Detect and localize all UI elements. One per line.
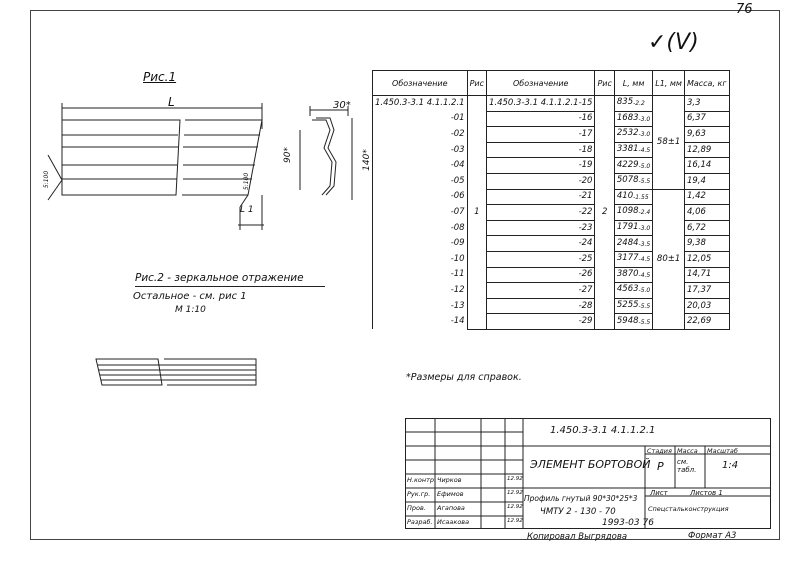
length-tolerance: -5.5	[638, 178, 651, 186]
length-tolerance: -1.55	[633, 193, 649, 201]
mass-value: 1,42	[684, 189, 729, 205]
fig2-drawing	[92, 357, 262, 387]
right-designation: -17	[487, 127, 595, 143]
tb-sheet-label: Лист	[650, 489, 668, 497]
right-designation: -20	[487, 173, 595, 189]
spec-row	[373, 96, 730, 112]
header-fig-1: Рис	[467, 71, 486, 96]
length-cell	[614, 142, 652, 158]
length-tolerance: -2.2	[633, 100, 645, 108]
length-value: 5078	[616, 175, 639, 186]
right-designation: -26	[487, 267, 595, 283]
length-cell	[614, 236, 652, 252]
left-designation: 1.450.3-3.1 4.1.1.2.1	[373, 96, 468, 112]
fig1-drawing	[40, 95, 280, 235]
tb-material-2: ЧМТУ 2 - 130 - 70	[540, 507, 616, 517]
header-mass: Масса, кг	[684, 71, 729, 96]
tb-stage-label: Стадия	[647, 447, 672, 455]
right-designation: -22	[487, 205, 595, 221]
right-designation: -24	[487, 236, 595, 252]
signature-role: Н.контр.	[407, 476, 437, 484]
length-value: 4563	[616, 284, 639, 295]
left-designation: -10	[373, 251, 468, 267]
right-designation: -16	[487, 111, 595, 127]
signature-name: Ефимов	[437, 490, 464, 498]
length-value: 410	[616, 190, 634, 201]
length-value: 1791	[616, 222, 639, 233]
left-designation: -13	[373, 298, 468, 314]
right-fig: 2	[595, 96, 614, 330]
archive-stamp: 1993-03 76	[602, 518, 654, 528]
spec-table	[372, 70, 730, 330]
length-tolerance: -5.5	[638, 318, 651, 326]
tb-mass: см. табл.	[677, 458, 697, 474]
header-L1: L1, мм	[653, 71, 685, 96]
length-cell	[614, 96, 652, 112]
signature-role: Разраб.	[407, 518, 433, 526]
left-designation: -01	[373, 111, 468, 127]
tb-material-1: Профиль гнутый 90*30*25*3	[524, 494, 638, 503]
left-designation: -08	[373, 220, 468, 236]
profile-left-dim: 90*	[282, 147, 293, 163]
header-fig-2: Рис	[595, 71, 614, 96]
length-tolerance: -3.0	[638, 225, 651, 233]
mass-value: 6,37	[684, 111, 729, 127]
right-designation: -23	[487, 220, 595, 236]
left-designation: -09	[373, 236, 468, 252]
header-designation-2: Обозначение	[487, 71, 595, 96]
length-value: 3177	[616, 253, 639, 264]
length-cell	[614, 314, 652, 330]
length-tolerance: -4.5	[638, 256, 651, 264]
mass-value: 16,14	[684, 158, 729, 174]
length-cell	[614, 127, 652, 143]
fig1-title: Рис.1	[143, 70, 177, 84]
length-tolerance: -3.0	[638, 115, 651, 123]
tb-stage: Р	[657, 460, 664, 473]
length-cell	[614, 111, 652, 127]
length-tolerance: -4.5	[638, 147, 651, 155]
left-designation: -07	[373, 205, 468, 221]
tb-designation: 1.450.3-3.1 4.1.1.2.1	[550, 425, 656, 436]
tb-mass-label: Масса	[677, 447, 698, 455]
mass-value: 22,69	[684, 314, 729, 330]
right-designation: -28	[487, 298, 595, 314]
mass-value: 3,3	[684, 96, 729, 112]
length-cell	[614, 283, 652, 299]
left-designation: -12	[373, 283, 468, 299]
fig1-length-label: L	[168, 95, 175, 109]
right-designation: -27	[487, 283, 595, 299]
length-tolerance: -3.0	[638, 131, 651, 139]
mass-value: 17,37	[684, 283, 729, 299]
tb-org: Спецстальконструкция	[648, 505, 729, 513]
left-designation: -04	[373, 158, 468, 174]
tb-scale: 1:4	[722, 460, 739, 471]
mass-value: 14,71	[684, 267, 729, 283]
right-designation: 1.450.3-3.1 4.1.1.2.1-15	[487, 96, 595, 112]
length-cell	[614, 158, 652, 174]
signature-name: Чирков	[437, 476, 462, 484]
length-cell	[614, 220, 652, 236]
mass-value: 9,38	[684, 236, 729, 252]
signature-role: Пров.	[407, 504, 426, 512]
length-value: 2532	[616, 128, 639, 139]
spec-row	[373, 189, 730, 205]
length-value: 835	[616, 97, 634, 108]
left-fig: 1	[467, 96, 486, 330]
fig2-title-underline	[135, 286, 325, 287]
mass-value: 12,05	[684, 251, 729, 267]
mass-value: 6,72	[684, 220, 729, 236]
length-value: 5255	[616, 300, 639, 311]
length-tolerance: -4.5	[638, 271, 651, 279]
left-designation: -05	[373, 173, 468, 189]
signature-date: 12.92	[507, 476, 523, 482]
footnote: *Размеры для справок.	[406, 372, 522, 383]
length-value: 1098	[616, 206, 639, 217]
copied-by: Копировал Выгрядова	[527, 532, 628, 542]
tb-name: ЭЛЕМЕНТ БОРТОВОЙ	[530, 458, 651, 471]
mass-value: 12,89	[684, 142, 729, 158]
tb-scale-label: Масштаб	[707, 447, 738, 455]
l1-group-1: 58±1	[653, 96, 685, 190]
fig1-right-slope: 5:100	[243, 172, 251, 191]
fig2-note: Остальное - см. рис 1	[133, 291, 247, 302]
l1-group-2: 80±1	[653, 189, 685, 329]
length-value: 2484	[616, 237, 639, 248]
signature-name: Агапова	[437, 504, 465, 512]
right-designation: -18	[487, 142, 595, 158]
length-cell	[614, 267, 652, 283]
tb-sheets-label: Листов 1	[690, 489, 723, 497]
length-tolerance: -5.0	[638, 162, 651, 170]
length-value: 3381	[616, 144, 639, 155]
length-tolerance: -5.5	[638, 303, 651, 311]
signature-name: Исаакова	[437, 518, 470, 526]
mass-value: 20,03	[684, 298, 729, 314]
revision-mark: ✓(V)	[648, 30, 699, 55]
fig1-l1-label: L 1	[240, 205, 254, 215]
header-designation-1: Обозначение	[373, 71, 468, 96]
right-designation: -19	[487, 158, 595, 174]
left-designation: -02	[373, 127, 468, 143]
length-value: 4229	[616, 159, 639, 170]
left-designation: -03	[373, 142, 468, 158]
signature-date: 12.92	[507, 518, 523, 524]
left-designation: -11	[373, 267, 468, 283]
length-value: 5948	[616, 315, 639, 326]
length-tolerance: -5.0	[638, 287, 651, 295]
length-tolerance: -3.5	[638, 240, 651, 248]
left-designation: -14	[373, 314, 468, 330]
left-designation: -06	[373, 189, 468, 205]
length-cell	[614, 189, 652, 205]
right-designation: -21	[487, 189, 595, 205]
signature-date: 12.92	[507, 490, 523, 496]
fig1-left-slope: 5:100	[43, 170, 51, 189]
profile-section-drawing	[290, 100, 370, 230]
length-cell	[614, 298, 652, 314]
length-value: 1683	[616, 112, 639, 123]
header-L: L, мм	[614, 71, 652, 96]
length-cell	[614, 251, 652, 267]
sheet-number-corner: 76	[736, 2, 753, 17]
mass-value: 19,4	[684, 173, 729, 189]
profile-right-dim: 140*	[361, 149, 372, 171]
length-cell	[614, 205, 652, 221]
fig2-scale: М 1:10	[175, 305, 206, 315]
right-designation: -29	[487, 314, 595, 330]
length-value: 3870	[616, 268, 639, 279]
profile-top-dim: 30*	[333, 100, 351, 111]
mass-value: 4,06	[684, 205, 729, 221]
right-designation: -25	[487, 251, 595, 267]
signature-role: Рук.гр.	[407, 490, 431, 498]
mass-value: 9,63	[684, 127, 729, 143]
format-label: Формат А3	[688, 531, 737, 541]
fig2-title: Рис.2 - зеркальное отражение	[135, 272, 304, 284]
length-tolerance: -2.4	[638, 209, 651, 217]
signature-date: 12.92	[507, 504, 523, 510]
length-cell	[614, 173, 652, 189]
